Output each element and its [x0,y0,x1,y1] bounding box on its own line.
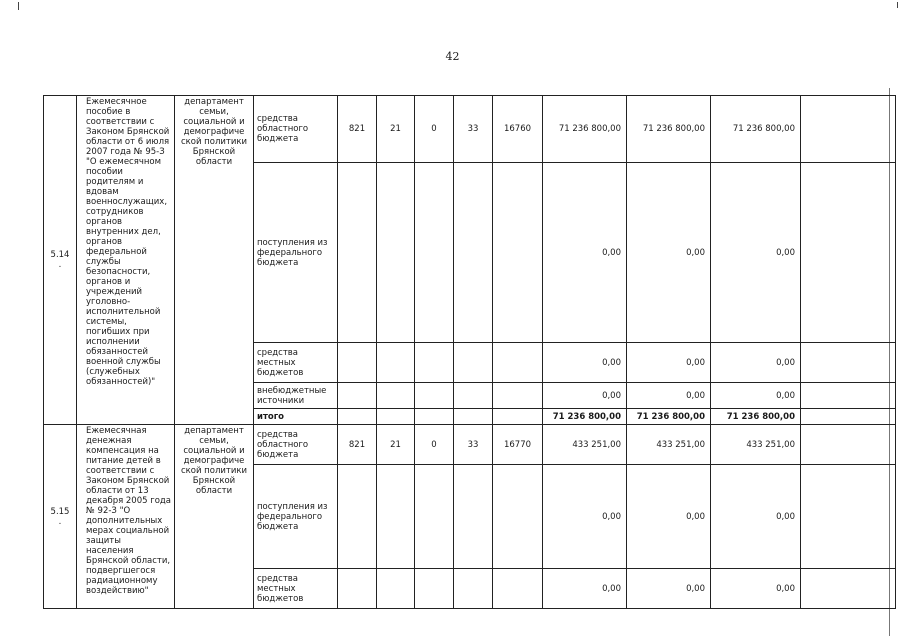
measure-name: Ежемесячная денежная компенсация на питание детей в соответствии с Законом Брянской области от 13 декабря 2005 года № 92-З "О дополнительных мерах социальной защиты населения Брянской области, подвергшегося радиационному воздействию" [77,425,175,609]
amount-cell: 0,00 [543,465,627,569]
department: департамент семьи, социальной и демографиче ской политики Брянской области [175,425,254,609]
amount-cell: 0,00 [627,383,711,409]
amount-cell: 433 251,00 [627,425,711,465]
source-label: средства областного бюджета [254,96,338,163]
amount-cell: 0,00 [711,383,801,409]
code-cell: 0 [415,96,454,163]
row-number: 5.14 . [44,96,77,425]
source-label: средства местных бюджетов [254,569,338,609]
code-cell: 16760 [493,96,543,163]
amount-cell: 0,00 [627,343,711,383]
amount-cell: 0,00 [543,163,627,343]
amount-cell: 71 236 800,00 [627,96,711,163]
table-row [44,425,896,465]
amount-cell: 0,00 [627,163,711,343]
scan-mark [18,2,19,10]
total-amount: 71 236 800,00 [711,409,801,425]
amount-cell: 0,00 [711,343,801,383]
row-number: 5.15 . [44,425,77,609]
code-cell: 21 [377,425,415,465]
empty-cell [801,569,896,609]
empty-cell [801,409,896,425]
amount-cell: 0,00 [711,569,801,609]
amount-cell: 71 236 800,00 [711,96,801,163]
scan-mark [897,2,898,8]
total-label: итого [254,409,338,425]
empty-cell [801,163,896,343]
source-label: внебюджетные источники [254,383,338,409]
code-cell: 821 [338,425,377,465]
empty-cell [801,465,896,569]
page-number: 42 [445,50,460,63]
amount-cell: 0,00 [543,383,627,409]
empty-cell [801,383,896,409]
total-amount: 71 236 800,00 [543,409,627,425]
amount-cell: 433 251,00 [543,425,627,465]
department: департамент семьи, социальной и демографиче ской политики Брянской области [175,96,254,425]
total-amount: 71 236 800,00 [627,409,711,425]
amount-cell: 71 236 800,00 [543,96,627,163]
amount-cell: 0,00 [543,569,627,609]
amount-cell: 0,00 [543,343,627,383]
amount-cell: 0,00 [627,569,711,609]
code-cell: 821 [338,96,377,163]
amount-cell: 0,00 [627,465,711,569]
measure-name: Ежемесячное пособие в соответствии с Законом Брянской области от 6 июля 2007 года № 95-З "О ежемесячном пособии родителям и вдовам военнослужащих, сотрудников органов внутренних дел, органов федеральной службы безопасности, органов и учреждений уголовно-исполнительной системы, погибших при исполнении обязанностей военной службы (служебных обязанностей)" [77,96,175,425]
source-label: средства областного бюджета [254,425,338,465]
empty-cell [801,425,896,465]
code-cell: 0 [415,425,454,465]
amount-cell: 433 251,00 [711,425,801,465]
amount-cell: 0,00 [711,465,801,569]
code-cell: 16770 [493,425,543,465]
empty-cell [801,96,896,163]
empty-cell [801,343,896,383]
source-label: поступления из федерального бюджета [254,163,338,343]
source-label: средства местных бюджетов [254,343,338,383]
budget-table [43,95,896,609]
code-cell: 21 [377,96,415,163]
code-cell: 33 [454,96,493,163]
table-row [44,96,896,163]
code-cell: 33 [454,425,493,465]
source-label: поступления из федерального бюджета [254,465,338,569]
amount-cell: 0,00 [711,163,801,343]
